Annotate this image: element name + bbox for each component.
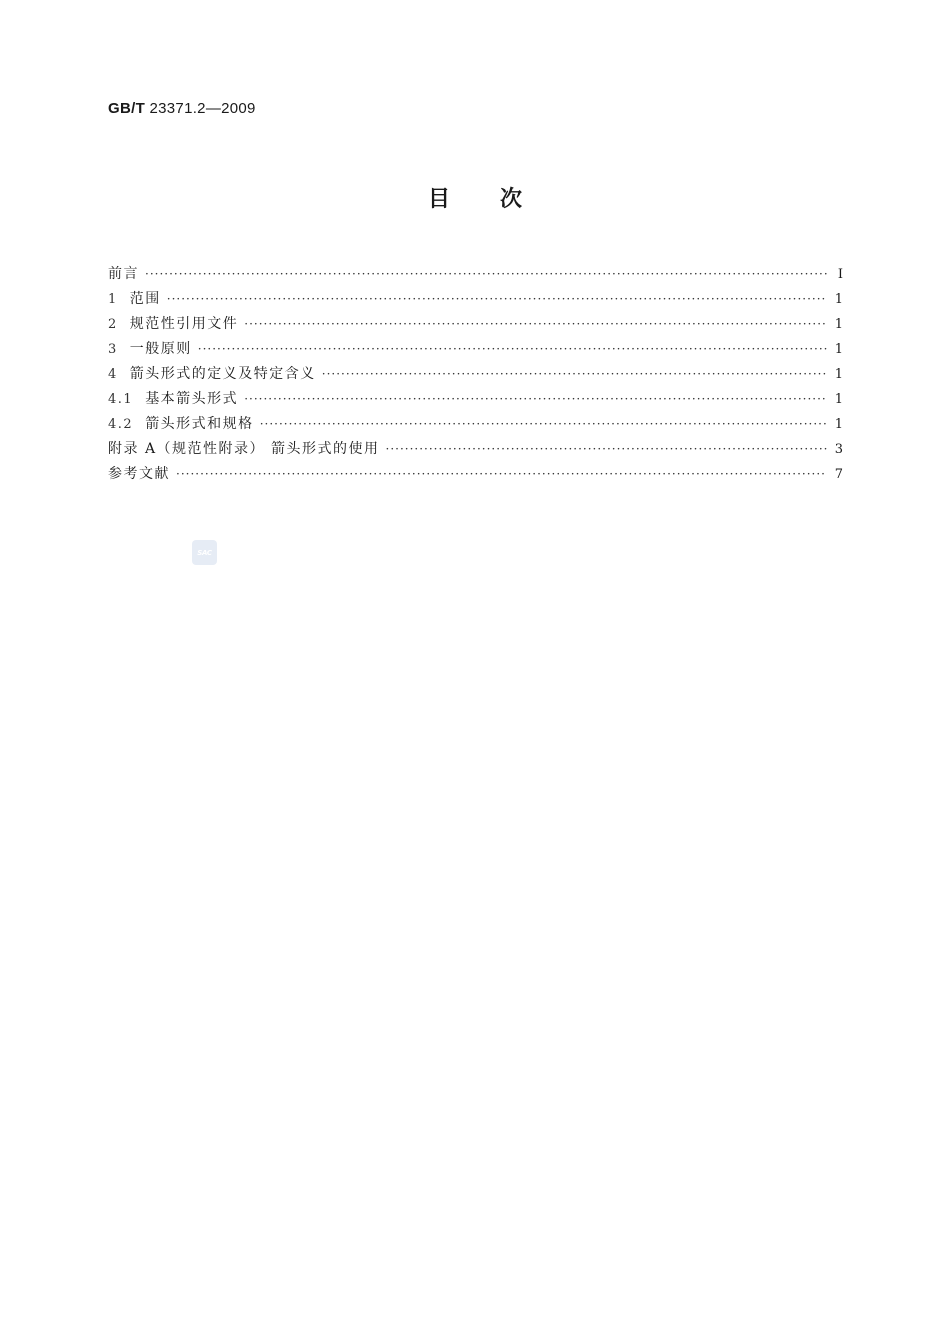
toc-entry-label: 4.1 基本箭头形式 <box>108 387 238 412</box>
toc-entry-label: 4.2 箭头形式和规格 <box>108 412 254 437</box>
toc-entry-annex-a[interactable] <box>108 437 843 462</box>
standard-code <box>108 100 256 117</box>
toc-entry-label: 4 箭头形式的定义及特定含义 <box>108 362 316 387</box>
toc-entry-foreword[interactable] <box>108 262 843 287</box>
toc-page-number: 7 <box>834 467 843 482</box>
toc-entry-number: 4 <box>108 367 118 382</box>
table-of-contents <box>108 262 843 487</box>
toc-entry-bibliography[interactable] <box>108 462 843 487</box>
toc-page-number: 1 <box>834 317 843 332</box>
sac-watermark-text: SAC <box>197 548 212 557</box>
toc-entry-label: 参考文献 <box>108 466 170 482</box>
toc-entry-number: 4.1 <box>108 392 134 407</box>
toc-entry-label: 前言 <box>108 266 139 282</box>
toc-page-number: 1 <box>834 342 843 357</box>
page-title: 目次 <box>427 187 572 212</box>
toc-leader-dots <box>322 362 827 387</box>
toc-entry-number: 3 <box>108 342 118 357</box>
toc-entry-general-principles[interactable] <box>108 337 843 362</box>
toc-leader-dots <box>167 287 827 312</box>
toc-page-number: 1 <box>834 392 843 407</box>
toc-leader-dots <box>145 262 827 287</box>
toc-leader-dots <box>244 312 827 337</box>
standard-number: 23371.2—2009 <box>149 100 256 117</box>
toc-entry-normative-references[interactable] <box>108 312 843 337</box>
standard-prefix: GB/T <box>108 100 146 117</box>
toc-entry-label: 1 范围 <box>108 287 161 312</box>
toc-leader-dots <box>176 462 827 487</box>
toc-entry-label: 2 规范性引用文件 <box>108 312 238 337</box>
toc-page-number: 1 <box>834 292 843 307</box>
toc-entry-number: 2 <box>108 317 118 332</box>
toc-page-number: 3 <box>834 442 843 457</box>
toc-entry-number: 1 <box>108 292 118 307</box>
toc-entry-label: 3 一般原则 <box>108 337 192 362</box>
toc-leader-dots <box>244 387 827 412</box>
toc-entry-basic-arrow-forms[interactable] <box>108 387 843 412</box>
toc-entry-scope[interactable] <box>108 287 843 312</box>
toc-leader-dots <box>198 337 827 362</box>
toc-page-number: 1 <box>834 367 843 382</box>
sac-watermark-logo <box>192 540 217 565</box>
toc-leader-dots <box>260 412 827 437</box>
toc-page-number: I <box>837 267 843 282</box>
toc-entry-arrow-definitions[interactable] <box>108 362 843 387</box>
toc-leader-dots <box>386 437 827 462</box>
toc-page-number: 1 <box>834 417 843 432</box>
toc-entry-arrow-forms-specs[interactable] <box>108 412 843 437</box>
toc-entry-number: 4.2 <box>108 417 134 432</box>
toc-entry-label: 附录 A（规范性附录） 箭头形式的使用 <box>108 441 380 457</box>
